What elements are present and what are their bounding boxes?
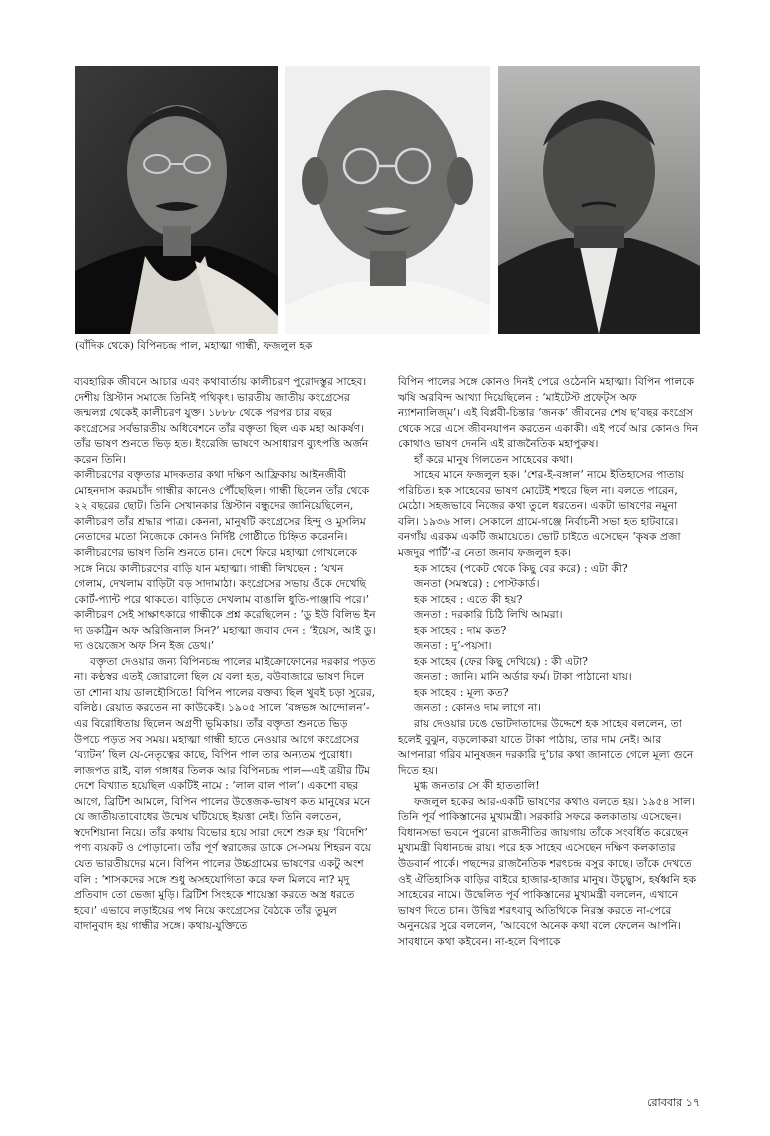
paragraph: জনতা (সমস্বরে) : পোস্টকার্ড। — [414, 577, 540, 591]
paragraph: ব্যবহারিক জীবনে আচার এবং কথাবার্তায় কালীচরণ পুরোদস্তুর সাহেব। দেশীয় খ্রিস্টান সমাজে তিনিই পথিকৃৎ। ভারতীয় জাতীয় কংগ্রেসের জন্মলগ্ন থেকেই কালীচরণ যুক্ত। ১৮৮৮ থেকে পরপর চার বছর কংগ্রেসের সর্বভারতীয় অধিবেশনে তাঁর বক্তৃতা ছিল এক মহা আকর্ষণ। তাঁর ভাষণ শুনতে ভিড় হত। ইংরেজি ভাষণে অসাধারণ ব্যুৎপত্তি অর্জন করেন তিনি। — [74, 375, 369, 466]
paragraph: হক সাহেব (ফের কিছু দেখিয়ে) : কী এটা? — [414, 654, 588, 668]
photo-caption: (বাঁদিক থেকে) বিপিনচন্দ্র পাল, মহাত্মা গান্ধী, ফজলুল হক — [75, 340, 313, 352]
paragraph: হক সাহেব (পকেট থেকে কিছু বের করে) : এটা কী? — [414, 561, 628, 575]
paragraph: জনতা : দু’-পয়সা। — [414, 639, 492, 653]
paragraph: জনতা : দরকারি চিঠি লিখি আমরা। — [414, 608, 563, 622]
paragraph: জনতা : জানি। মানি অর্ডার ফর্ম। টাকা পাঠানো যায়। — [414, 670, 632, 684]
paragraph: হক সাহেব : মূল্য কত? — [414, 685, 509, 699]
paragraph: বিপিন পালের সঙ্গে কোনও দিনই পেরে ওঠেননি মহাত্মা। বিপিন পালকে ঋষি অরবিন্দ আখ্যা দিয়েছিলেন : ‘মাইটেস্ট প্রফেট্স অফ ন্যাশনালিজ্‌ম’। এই বিপ্লবী-চিন্তার ‘জনক’ জীবনের শেষ ছ’বছর কংগ্রেস থেকে সরে এসে জীবনযাপন করতেন একাকী। এই পর্বে আর কোনও দিন কোথাও ভাষণ দেননি এই রাজনৈতিক মহাপুরুষ। — [398, 375, 699, 451]
paragraph: সাহেব মানে ফজলুল হক। ‘শের-ই-বঙ্গাল’ নামে ইতিহাসের পাতায় পরিচিত। হক সাহেবের ভাষণ মোটেই শহুরে ছিল না। বলতে পারেন, মেঠো। সহজভাবে নিজের কথা তুলে ধরতেন। একটা ভাষণের নমুনা বলি। ১৯৩৬ সাল। সেকালে গ্রামে-গঞ্জে নির্বাচনী সভা হত হাটবারে। বনগাঁয় এরকম একটি জমায়েতে। ভোট চাইতে এসেছেন ‘কৃষক প্রজা মজদুর পার্টি’-র নেতা জনাব ফজলুল হক। — [398, 468, 684, 560]
paragraph: হাঁ করে মানুষ গিলতেন সাহেবের কথা। — [414, 452, 573, 466]
paragraph: রায় দেওয়ার ঢঙে ভোটদাতাদের উদ্দেশে হক সাহেব বললেন, তা হলেই বুঝুন, বড়লোকরা যাতে টাকা পাঠায়, তার দাম নেই। আর আপনারা গরিব মানুষজন দরকারি দু’চার কথা জানাতে গেলে মূল্য গুনে দিতে হয়। — [398, 717, 694, 777]
paragraph: হক সাহেব : দাম কত? — [414, 623, 507, 637]
photo-fazlul-huq — [498, 66, 700, 334]
paragraph: জনতা : কোনও দাম লাগে না। — [414, 701, 542, 715]
right-column — [398, 374, 700, 949]
paragraph: হক সাহেব : এতে কী হয়? — [414, 592, 523, 606]
paragraph: বক্তৃতা দেওয়ার জন্য বিপিনচন্দ্র পালের মাইক্রোফোনের দরকার পড়ত না। কণ্ঠস্বর এতই জোরালো ছিল যে বলা হত, বউবাজারে ভাষণ দিলে তা শোনা যায় ডালহৌসিতে! বিপিন পালের বক্তব্য ছিল খুবই চড়া সুরের, বলিষ্ঠ। রেয়াত করতেন না কাউকেই। ১৯০৫ সালে ‘বঙ্গভঙ্গ আন্দোলন’-এর বিরোধিতায় ছিলেন অগ্রণী ভূমিকায়। তাঁর বক্তৃতা শুনতে ভিড় উপচে পড়ত সব সময়। মহাত্মা গান্ধী হাতে নেওয়ার আগে কংগ্রেসের ‘ব্যাটন’ ছিল যে-নেতৃত্বের কাছে, বিপিন পাল তার অন্যতম পুরোধা। লাজপত রাই, বাল গঙ্গাধর তিলক আর বিপিনচন্দ্র পাল—এই ত্রয়ীর টিম দেশে বিখ্যাত হয়েছিল একটিই নামে : ‘লাল বাল পাল’। একশো বছর আগে, ব্রিটিশ আমলে, বিপিন পালের উত্তেজক-ভাষণ কত মানুষের মনে যে জাতীয়তাবোধের উন্মেষ ঘটিয়েছে ইয়ত্তা নেই। তিনি বলতেন, স্বদেশিয়ানা নিয়ে। তাঁর কথায় বিভোর হয়ে সারা দেশে শুরু হয় ‘বিদেশি’ পণ্য ব্যয়কট ও পোড়ানো। তাঁর পূর্ণ স্বরাজের ডাকে সে-সময় শিহরন বয়ে যেত ভারতীয়দের মনে। বিপিন পালের উচ্চগ্রামের ভাষণের একটু অংশ বলি : ‘শাসকদের সঙ্গে শুধু অসহযোগিতা করে ফল মিলবে না? মৃদু প্রতিবাদ তো ভেজা মুড়ি। ব্রিটিশ সিংহকে শায়েস্তা করতে অস্ত্র ধরতে হবে।’ এভাবে লড়াইয়ের পথ নিয়ে কংগ্রেসের বৈঠকে তাঁর তুমুল বাদানুবাদ হয় গান্ধীর সঙ্গে। কথায়-যুক্তিতে — [74, 654, 376, 933]
left-column — [74, 374, 376, 934]
paragraph: ফজলুল হকের আর-একটি ভাষণের কথাও বলতে হয়। ১৯৫৪ সাল। তিনি পূর্ব পাকিস্তানের মুখ্যমন্ত্রী। সরকারি সফরে কলকাতায় এসেছেন। বিধানসভা ভবনে পুরনো রাজনীতির জায়গায় তাঁকে সংবর্ধিত করেছেন মুখ্যমন্ত্রী বিধানচন্দ্র রায়। পরে হক সাহেব এসেছেন দক্ষিণ কলকাতার উডবার্ন পার্কে। পছন্দের রাজনৈতিক শরৎচন্দ্র বসুর কাছে। তাঁকে দেখতে ওই ঐতিহাসিক বাড়ির বাইরে হাজার-হাজার মানুষ। উচ্ছ্বাস, হর্ষধ্বনি হক সাহেবের নামে। উদ্বেলিত পূর্ব পাকিস্তানের মুখ্যমন্ত্রী বললেন, এখানে ভাষণ দিতে চান। উদ্বিগ্ন শরৎবাবু অতিথিকে নিরস্ত করতে না-পেরে অনুনয়ের সুরে বললেন, ‘আবেগে অনেক কথা বলে ফেলেন আপনি। সাবধানে কথা কইবেন। না-হলে বিপাকে — [398, 794, 697, 948]
paragraph: মুগ্ধ জনতার সে কী হাততালি! — [414, 779, 540, 793]
page-footer: রোববার ১৭ — [647, 1096, 700, 1109]
photo-bipin-chandra-pal — [75, 66, 278, 334]
paragraph: কালীচরণের বক্তৃতার মাদকতার কথা দক্ষিণ আফ্রিকায় আইনজীবী মোহনদাস করমচাঁদ গান্ধীর কানেও পৌঁছেছিল। গান্ধী ছিলেন তাঁর থেকে ২২ বছরের ছোট। তিনি সেখানকার খ্রিস্টান বন্ধুদের জানিয়েছিলেন, কালীচরণ তাঁর শ্রদ্ধার পাত্র। কেননা, মানুষটি কংগ্রেসের হিন্দু ও মুসলিম নেতাদের মতো নিজেকে কোনও নির্দিষ্ট গোষ্ঠীতে চিহ্নিত করেননি। কালীচরণের ভাষণ তিনি শুনতে চান। দেশে ফিরে মহাত্মা গোখলেকে সঙ্গে নিয়ে কালীচরণের বাড়ি যান মহাত্মা। গান্ধী লিখছেন : ‘যখন গেলাম, দেখলাম বাড়িটা বড় সাদামাঠা। কংগ্রেসের সভায় ওঁকে দেখেছি কোর্ট-প্যান্ট পরে থাকতে। বাড়িতে দেখলাম বাঙালি ধুতি-পাঞ্জাবি পরে।’ কালীচরণ সেই সাক্ষাৎকারে গান্ধীকে প্রশ্ন করেছিলেন : ‘ডু ইউ বিলিভ ইন দ্য ডকট্রিন অফ অরিজিনাল সিন?’ মহাত্মা জবাব দেন : ‘ইয়েস, আই ডু। দ্য ওয়েজেস অফ সিন ইজ ডেথ।’ — [74, 468, 376, 653]
photo-mahatma-gandhi — [285, 66, 490, 334]
